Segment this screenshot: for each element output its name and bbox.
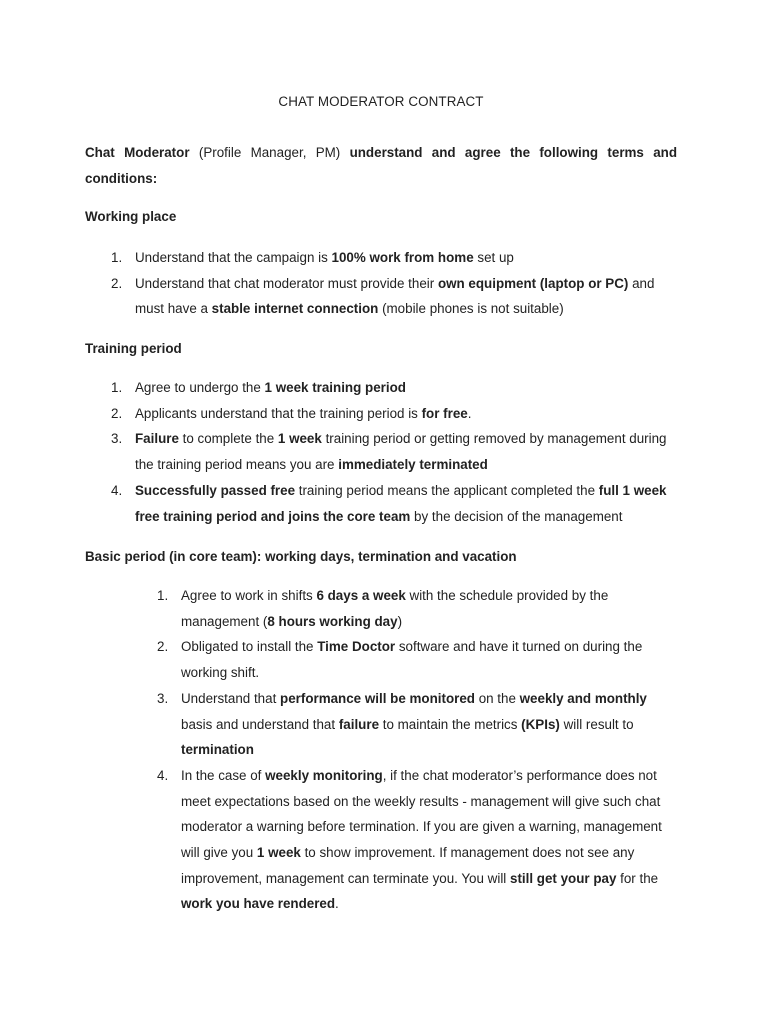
text: , if the chat moderator’s performance does not meet expectations based on the weekly results - management will give such chat moderator a warning before termination. If you are given a warning, management will give you [181, 767, 662, 861]
text: to complete the [178, 431, 278, 447]
text: basis and understand that [181, 716, 339, 732]
bold-text: immediately terminated [338, 457, 488, 473]
bold-text: Time Doctor [317, 639, 396, 655]
working-place-list [111, 245, 675, 322]
bold-text: termination [181, 742, 254, 758]
list-item [111, 401, 680, 427]
text: In the case of [181, 767, 266, 783]
intro-agree: understand and agree the following terms and conditions: [85, 145, 677, 186]
list-item-number: 2. [157, 639, 169, 655]
text: set up [473, 250, 514, 265]
bold-text: failure [338, 716, 380, 732]
list-item [111, 426, 680, 477]
bold-text: 100% work from home [331, 250, 474, 265]
text: to show improvement. If management does not see any improvement, management can terminate you. You will [181, 845, 635, 886]
bold-text: still get your pay [510, 870, 617, 886]
bold-text: full 1 week free training period and joins the core team [135, 482, 667, 524]
list-item-number: 3. [157, 690, 169, 706]
bold-text: 1 week [277, 431, 322, 447]
list-item [157, 583, 677, 634]
bold-text: weekly and monthly [519, 690, 647, 706]
bold-text: (KPIs) [521, 716, 560, 732]
text: (mobile phones is not suitable) [378, 301, 564, 317]
bold-text: weekly monitoring [265, 767, 383, 783]
text: software and have it turned on during the working shift. [181, 639, 643, 681]
text: will result to [559, 716, 634, 732]
section-heading-working-place: Working place [85, 209, 177, 224]
bold-text: 1 week training period [264, 380, 406, 395]
list-item [157, 686, 677, 763]
bold-text: for free [421, 405, 468, 421]
text: Agree to work in shifts [181, 588, 317, 603]
training-period-list [111, 375, 680, 529]
text: Agree to undergo the [135, 380, 265, 395]
text: ) [397, 613, 403, 629]
bold-text: own equipment (laptop or PC) [437, 275, 629, 291]
bold-text: 8 hours working day [267, 613, 398, 629]
list-item-number: 1. [111, 250, 123, 265]
intro-paragraph [85, 140, 677, 192]
text: Understand that [181, 690, 281, 706]
list-item-number: 2. [111, 275, 123, 291]
text: by the decision of the management [410, 508, 623, 524]
text: . [467, 405, 472, 421]
text: Applicants understand that the training period is [135, 405, 422, 421]
list-item [157, 763, 677, 917]
text: on the [474, 690, 520, 706]
list-item-number: 4. [157, 767, 169, 783]
list-item [111, 271, 675, 322]
list-item-number: 1. [111, 380, 123, 395]
bold-text: 1 week [256, 845, 301, 861]
text: to maintain the metrics [379, 716, 522, 732]
list-item-number: 3. [111, 431, 123, 447]
bold-text: 6 days a week [316, 588, 406, 603]
list-item-number: 1. [157, 588, 169, 603]
text: training period means the applicant completed the [295, 482, 599, 498]
list-item [111, 245, 675, 271]
text: training period or getting removed by management during the training period means you are [135, 431, 667, 473]
list-item [111, 478, 680, 529]
basic-period-list [157, 583, 677, 917]
intro-paren: (Profile Manager, PM) [189, 145, 350, 160]
text: Understand that chat moderator must provide their [135, 275, 438, 291]
list-item-number: 2. [111, 405, 123, 421]
text: for the [616, 870, 659, 886]
intro-role: Chat Moderator [85, 145, 190, 160]
list-item [157, 634, 677, 685]
text: . [335, 896, 339, 912]
text: with the schedule provided by the management ( [181, 588, 609, 629]
text: Obligated to install the [181, 639, 318, 655]
bold-text: Successfully passed free [135, 482, 296, 498]
text: Understand that the campaign is [135, 250, 332, 265]
list-item [111, 375, 680, 401]
bold-text: work you have rendered [181, 896, 336, 912]
document-title: CHAT MODERATOR CONTRACT [278, 94, 484, 109]
bold-text: stable internet connection [211, 301, 379, 317]
text: and must have a [135, 275, 655, 317]
bold-text: Failure [135, 431, 179, 447]
bold-text: performance will be monitored [280, 690, 475, 706]
section-heading-basic-period: Basic period (in core team): working days, termination and vacation [85, 549, 517, 564]
list-item-number: 4. [111, 482, 123, 498]
section-heading-training-period: Training period [85, 341, 182, 356]
